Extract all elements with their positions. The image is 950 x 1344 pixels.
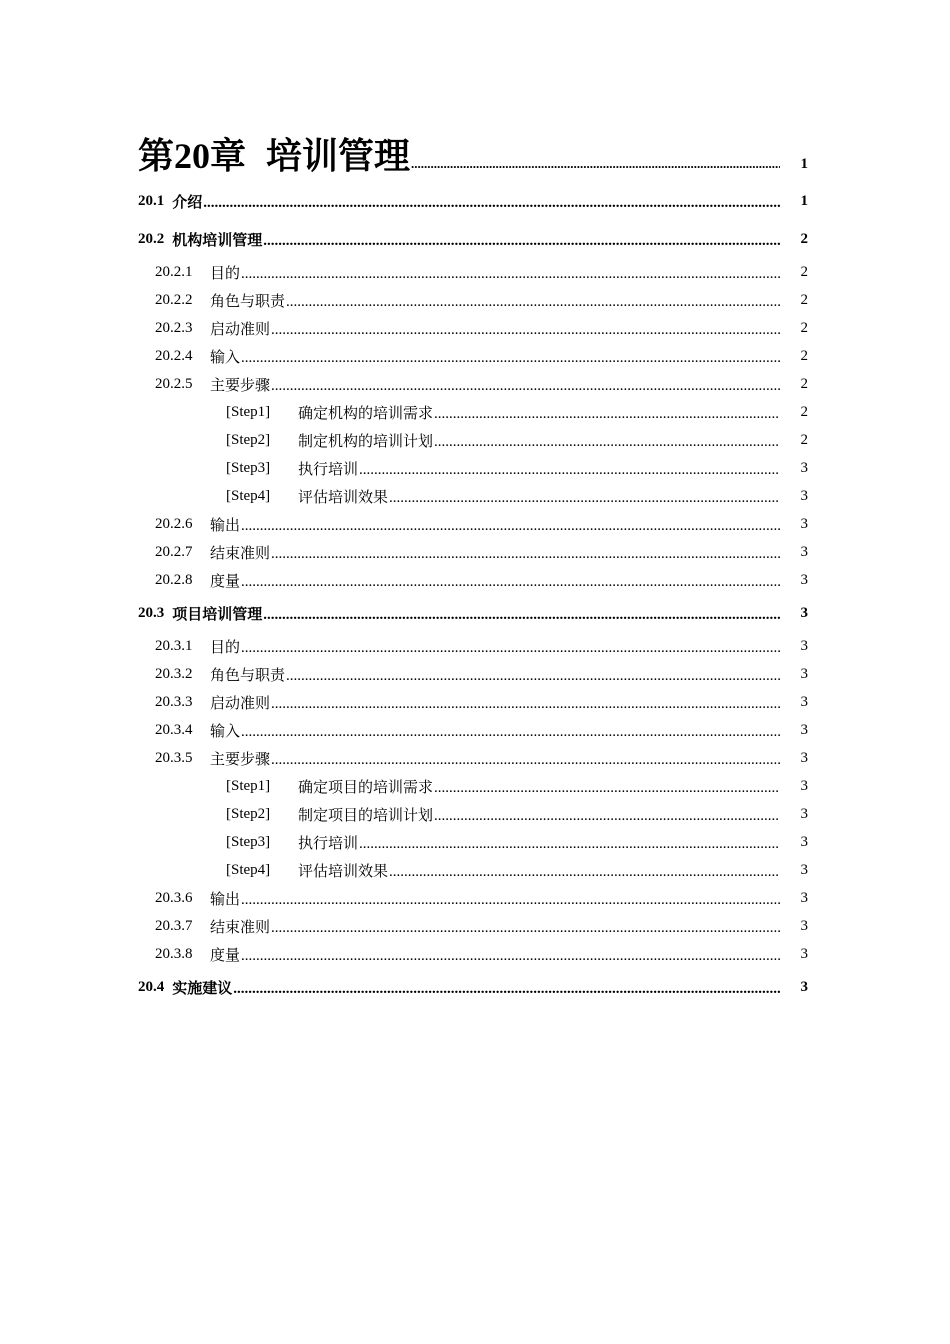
toc-subsection-row[interactable] (138, 744, 808, 772)
toc-number: 20.3.6 (155, 889, 193, 906)
dot-leader (263, 606, 780, 621)
toc-number: 20.1 (138, 192, 165, 209)
dot-leader (271, 377, 780, 392)
toc-title: 制定机构的培训计划 (298, 433, 434, 450)
toc-subsection-row[interactable] (138, 632, 808, 660)
toc-title: 介绍 (172, 194, 203, 211)
dot-leader (389, 863, 780, 878)
toc-page-number: 3 (800, 749, 808, 766)
toc-step-row[interactable] (138, 772, 808, 800)
toc-number: 20.3.1 (155, 637, 193, 654)
toc-section-row[interactable] (138, 182, 808, 220)
toc-title: 执行培训 (298, 835, 359, 852)
toc-title: 确定项目的培训需求 (298, 779, 434, 796)
dot-leader (434, 779, 780, 794)
toc-page-number: 3 (800, 833, 808, 850)
toc-number: 20.2.6 (155, 515, 193, 532)
toc-page-number: 3 (800, 777, 808, 794)
toc-number: 20.3.2 (155, 665, 193, 682)
toc-title: 机构培训管理 (172, 232, 263, 249)
toc-number: 20.2.1 (155, 263, 193, 280)
toc-number: [Step2] (226, 805, 271, 822)
dot-leader (434, 405, 780, 420)
dot-leader (241, 891, 780, 906)
toc-page-number: 1 (800, 156, 808, 172)
toc-title: 制定项目的培训计划 (298, 807, 434, 824)
toc-title: 输出 (210, 517, 241, 534)
toc-number: 20.3.4 (155, 721, 193, 738)
dot-leader (271, 321, 780, 336)
dot-leader (241, 517, 780, 532)
dot-leader (241, 349, 780, 364)
toc-number: [Step3] (226, 459, 271, 476)
table-of-contents (138, 128, 808, 1006)
toc-subsection-row[interactable] (138, 538, 808, 566)
toc-page-number: 3 (800, 637, 808, 654)
toc-number: 20.2.8 (155, 571, 193, 588)
dot-leader (271, 695, 780, 710)
toc-number: 20.3.3 (155, 693, 193, 710)
dot-leader (241, 723, 780, 738)
toc-section-row[interactable] (138, 968, 808, 1006)
dot-leader (241, 947, 780, 962)
dot-leader (241, 573, 780, 588)
toc-page-number: 3 (800, 721, 808, 738)
toc-subsection-row[interactable] (138, 566, 808, 594)
dot-leader (359, 835, 780, 850)
toc-step-row[interactable] (138, 398, 808, 426)
toc-page-number: 3 (800, 945, 808, 962)
toc-page-number: 3 (800, 543, 808, 560)
toc-title: 主要步骤 (210, 751, 271, 768)
dot-leader (271, 751, 780, 766)
toc-step-row[interactable] (138, 454, 808, 482)
toc-title: 输入 (210, 349, 241, 366)
toc-title: 输入 (210, 723, 241, 740)
toc-subsection-row[interactable] (138, 688, 808, 716)
toc-title: 评估培训效果 (298, 489, 389, 506)
toc-subsection-row[interactable] (138, 884, 808, 912)
toc-number: 20.2.3 (155, 319, 193, 336)
toc-number: 20.2 (138, 230, 165, 247)
toc-title: 结束准则 (210, 919, 271, 936)
toc-page-number: 2 (800, 263, 808, 280)
toc-page-number: 3 (800, 515, 808, 532)
toc-number: 20.2.4 (155, 347, 193, 364)
toc-page-number: 2 (800, 431, 808, 448)
toc-page-number: 3 (800, 917, 808, 934)
toc-page-number: 1 (800, 192, 808, 209)
toc-title: 实施建议 (172, 980, 233, 997)
toc-subsection-row[interactable] (138, 342, 808, 370)
toc-title: 启动准则 (210, 695, 271, 712)
toc-page-number: 2 (800, 230, 808, 247)
toc-page-number: 3 (800, 861, 808, 878)
toc-subsection-row[interactable] (138, 660, 808, 688)
dot-leader (271, 545, 780, 560)
toc-number: 20.3.8 (155, 945, 193, 962)
toc-title: 执行培训 (298, 461, 359, 478)
toc-page-number: 3 (800, 693, 808, 710)
toc-page-number: 3 (800, 889, 808, 906)
dot-leader (263, 232, 780, 247)
toc-number: [Step2] (226, 431, 271, 448)
toc-title: 项目培训管理 (172, 606, 263, 623)
toc-page-number: 3 (800, 571, 808, 588)
toc-title: 启动准则 (210, 321, 271, 338)
toc-step-row[interactable] (138, 856, 808, 884)
dot-leader (286, 293, 780, 308)
toc-number: 第20章 (138, 136, 247, 176)
dot-leader (389, 489, 780, 504)
toc-title: 评估培训效果 (298, 863, 389, 880)
toc-page-number: 2 (800, 375, 808, 392)
toc-number: 20.2.2 (155, 291, 193, 308)
toc-page-number: 2 (800, 347, 808, 364)
toc-title: 角色与职责 (210, 667, 286, 684)
toc-title: 输出 (210, 891, 241, 908)
toc-number: [Step3] (226, 833, 271, 850)
toc-title: 主要步骤 (210, 377, 271, 394)
toc-section-row[interactable] (138, 594, 808, 632)
toc-title: 培训管理 (266, 136, 411, 176)
toc-subsection-row[interactable] (138, 314, 808, 342)
toc-title: 度量 (210, 947, 241, 964)
toc-number: [Step1] (226, 777, 271, 794)
toc-page-number: 3 (800, 604, 808, 621)
toc-subsection-row[interactable] (138, 286, 808, 314)
toc-title: 目的 (210, 265, 241, 282)
toc-title: 角色与职责 (210, 293, 286, 310)
toc-number: [Step1] (226, 403, 271, 420)
toc-page-number: 2 (800, 319, 808, 336)
toc-page-number: 3 (800, 665, 808, 682)
toc-title: 结束准则 (210, 545, 271, 562)
dot-leader (434, 807, 780, 822)
dot-leader (203, 194, 780, 209)
toc-subsection-row[interactable] (138, 370, 808, 398)
toc-page-number: 3 (800, 487, 808, 504)
toc-chapter-row[interactable] (138, 128, 808, 180)
toc-number: 20.2.5 (155, 375, 193, 392)
toc-number: 20.4 (138, 978, 165, 995)
toc-subsection-row[interactable] (138, 716, 808, 744)
dot-leader (434, 433, 780, 448)
toc-number: 20.3 (138, 604, 165, 621)
toc-subsection-row[interactable] (138, 510, 808, 538)
toc-subsection-row[interactable] (138, 940, 808, 968)
toc-page-number: 2 (800, 403, 808, 420)
dot-leader (359, 461, 780, 476)
toc-step-row[interactable] (138, 426, 808, 454)
toc-section-row[interactable] (138, 220, 808, 258)
toc-number: 20.3.5 (155, 749, 193, 766)
toc-title: 确定机构的培训需求 (298, 405, 434, 422)
dot-leader (233, 980, 780, 995)
toc-number: [Step4] (226, 861, 271, 878)
toc-page-number: 2 (800, 291, 808, 308)
toc-subsection-row[interactable] (138, 912, 808, 940)
toc-number: 20.2.7 (155, 543, 193, 560)
toc-step-row[interactable] (138, 828, 808, 856)
toc-step-row[interactable] (138, 800, 808, 828)
dot-leader (286, 667, 780, 682)
toc-number: [Step4] (226, 487, 271, 504)
dot-leader (241, 265, 780, 280)
toc-number: 20.3.7 (155, 917, 193, 934)
dot-leader (241, 639, 780, 654)
toc-title: 目的 (210, 639, 241, 656)
dot-leader (411, 155, 780, 168)
toc-step-row[interactable] (138, 482, 808, 510)
dot-leader (271, 919, 780, 934)
toc-title: 度量 (210, 573, 241, 590)
toc-page-number: 3 (800, 805, 808, 822)
toc-subsection-row[interactable] (138, 258, 808, 286)
toc-page-number: 3 (800, 459, 808, 476)
toc-page-number: 3 (800, 978, 808, 995)
